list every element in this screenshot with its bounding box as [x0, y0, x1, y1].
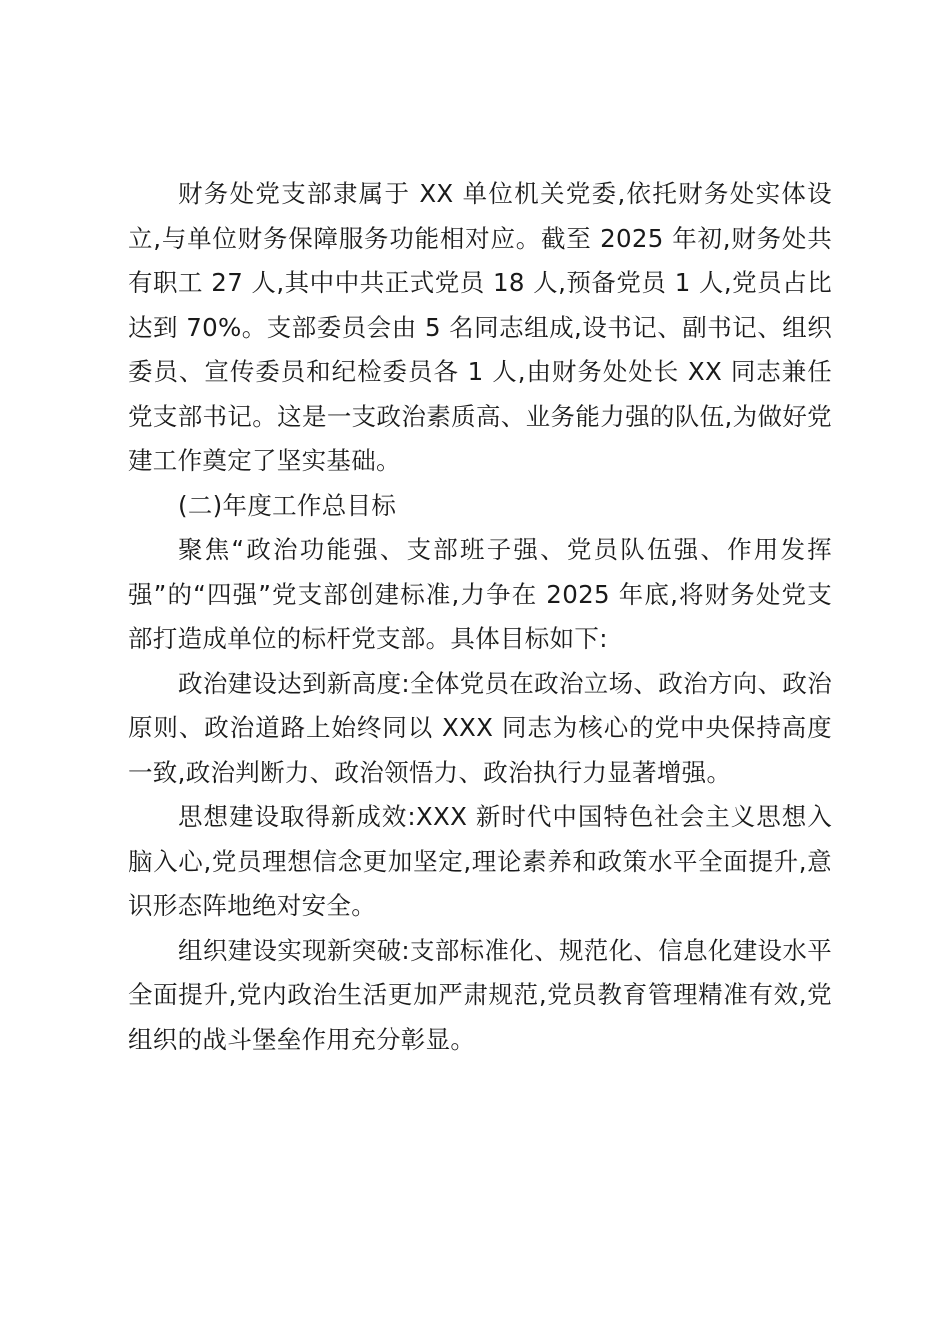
paragraph-branch-overview: 财务处党支部隶属于 XX 单位机关党委,依托财务处实体设立,与单位财务保障服务功能相对应。截至 2025 年初,财务处共有职工 27 人,其中中共正式党员 18 人,预备党员 1 人,党员占比达到 70%。支部委员会由 5 名同志组成,设书记、副书记、组织委员、宣传委员和纪检委员各 1 人,由财务处处长 XX 同志兼任党支部书记。这是一支政治素质高、业务能力强的队伍,为做好党建工作奠定了坚实基础。: [128, 179, 832, 475]
paragraph-ideological-construction: 思想建设取得新成效:XXX 新时代中国特色社会主义思想入脑入心,党员理想信念更加坚定,理论素养和政策水平全面提升,意识形态阵地绝对安全。: [128, 802, 832, 920]
paragraph-political-construction: 政治建设达到新高度:全体党员在政治立场、政治方向、政治原则、政治道路上始终同以 XXX 同志为核心的党中央保持高度一致,政治判断力、政治领悟力、政治执行力显著增强。: [128, 668, 832, 787]
section-heading-annual-goals: (二)年度工作总目标: [178, 490, 397, 520]
paragraph-organizational-construction: 组织建设实现新突破:支部标准化、规范化、信息化建设水平全面提升,党内政治生活更加严肃规范,党员教育管理精准有效,党组织的战斗堡垒作用充分彰显。: [128, 935, 832, 1054]
paragraph-four-strong-standard: 聚焦“政治功能强、支部班子强、党员队伍强、作用发挥强”的“四强”党支部创建标准,力争在 2025 年底,将财务处党支部打造成单位的标杆党支部。具体目标如下:: [128, 535, 832, 653]
document-body: [128, 172, 832, 1062]
